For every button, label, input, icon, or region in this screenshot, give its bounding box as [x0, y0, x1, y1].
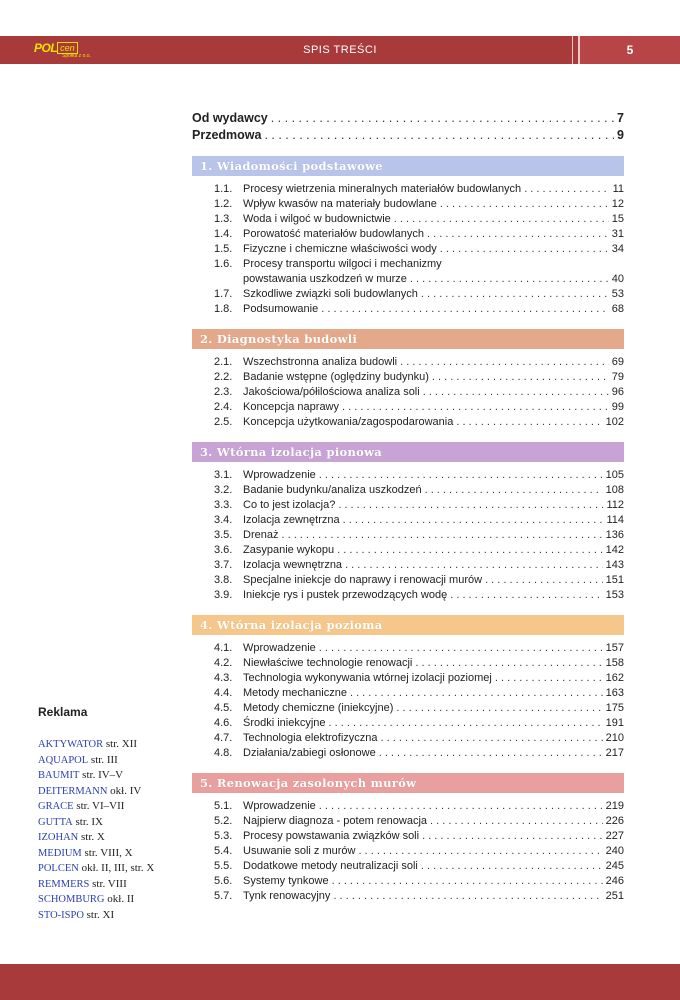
entry-page: 191: [605, 717, 624, 729]
leader-dots: [333, 889, 602, 904]
chapter-heading[interactable]: 4. Wtórna izolacja pozioma: [192, 615, 624, 635]
ad-brand: DEITERMANN: [38, 785, 108, 797]
entry-page: 226: [605, 815, 624, 827]
toc-entry[interactable]: [192, 686, 624, 701]
entry-number: 5.3.: [214, 830, 233, 842]
leader-dots: [338, 498, 603, 513]
entry-title: Badanie budynku/analiza uszkodzeń: [243, 484, 422, 496]
entry-number: 2.4.: [214, 401, 233, 413]
toc-entry[interactable]: [192, 799, 624, 814]
ad-entry[interactable]: [38, 737, 178, 753]
entry-title: Szkodliwe związki soli budowlanych: [243, 288, 418, 300]
entry-page: 11: [612, 183, 624, 195]
leader-dots: [432, 370, 609, 385]
entry-title: Wszechstronna analiza budowli: [243, 356, 398, 368]
leader-dots: [456, 415, 602, 430]
page-title: SPIS TREŚCI: [303, 44, 377, 56]
leader-dots: [319, 468, 603, 483]
entry-number: 2.1.: [214, 356, 233, 368]
ad-pages: str. VIII, X: [84, 846, 133, 859]
ad-pages: str. IV–V: [82, 769, 124, 781]
chapter-entries: [192, 349, 624, 430]
entry-title: Metody chemiczne (iniekcyjne): [243, 702, 394, 714]
toc-entry[interactable]: [192, 415, 624, 430]
chapter-entries: [192, 793, 624, 904]
entry-title: Usuwanie soli z murów: [243, 845, 356, 857]
entry-number: 5.4.: [214, 845, 233, 857]
entry-page: 102: [605, 416, 624, 428]
leader-dots: [343, 513, 604, 528]
entry-number: 5.6.: [214, 875, 233, 887]
entry-number: 1.5.: [214, 243, 233, 255]
leader-dots: [321, 302, 609, 317]
entry-title: Drenaż: [243, 529, 279, 541]
leader-dots: [337, 543, 603, 558]
entry-page: 251: [605, 890, 624, 902]
toc-lead-entry[interactable]: [192, 127, 624, 144]
toc-entry[interactable]: [192, 874, 624, 889]
entry-number: 1.2.: [214, 198, 233, 210]
header-divider: [572, 36, 573, 64]
toc-lead-title: Od wydawcy: [192, 111, 268, 125]
entry-title: Najpierw diagnoza - potem renowacja: [243, 815, 428, 827]
entry-title: Procesy wietrzenia mineralnych materiałów budowlanych: [243, 183, 522, 195]
entry-page: 68: [611, 303, 624, 315]
toc-lead-title: Przedmowa: [192, 128, 262, 142]
entry-number: 5.1.: [214, 800, 233, 812]
toc-entry[interactable]: [192, 385, 624, 400]
toc-entry[interactable]: [192, 889, 624, 904]
entry-page: 219: [605, 800, 624, 812]
leader-dots: [332, 874, 603, 889]
entry-page: 114: [606, 514, 624, 526]
ad-entry[interactable]: [38, 753, 178, 769]
entry-number: 4.5.: [214, 702, 233, 714]
toc-entry[interactable]: [192, 829, 624, 844]
ad-brand: POLCEN: [38, 863, 79, 874]
toc-entry[interactable]: [192, 528, 624, 543]
entry-title: Badanie wstępne (oględziny budynku): [243, 371, 429, 383]
leader-dots: [524, 182, 609, 197]
table-of-contents: [192, 110, 624, 904]
entry-page: 143: [605, 559, 624, 571]
ad-entry[interactable]: [38, 768, 178, 784]
entry-number: 1.4.: [214, 228, 233, 240]
leader-dots: [271, 110, 614, 127]
leader-dots: [319, 641, 603, 656]
toc-entry[interactable]: [192, 558, 624, 573]
entry-title: Procesy powstawania związków soli: [243, 830, 420, 842]
ad-entry[interactable]: [38, 908, 178, 924]
ad-pages: str. VIII: [92, 877, 127, 890]
entry-page: 136: [605, 529, 624, 541]
entry-number: 2.5.: [214, 416, 233, 428]
entry-number: 1.3.: [214, 213, 233, 225]
toc-entry[interactable]: [192, 212, 624, 227]
entry-number: 3.2.: [214, 484, 233, 496]
ad-entry[interactable]: [38, 892, 178, 908]
leader-dots: [350, 686, 603, 701]
ad-brand: AKTYWATOR: [38, 739, 104, 750]
entry-page: 245: [605, 860, 624, 872]
leader-dots: [423, 385, 609, 400]
entry-title: Niewłaściwe technologie renowacji: [243, 657, 413, 669]
entry-page: 15: [611, 213, 624, 225]
ad-pages: str. VI–VII: [76, 800, 125, 812]
chapter-entries: [192, 462, 624, 603]
entry-page: 12: [611, 198, 624, 210]
leader-dots: [342, 400, 609, 415]
ad-brand: MEDIUM: [38, 847, 82, 859]
entry-page: 175: [605, 702, 624, 714]
entry-number: 3.8.: [214, 574, 233, 586]
entry-page: 240: [605, 845, 624, 857]
leader-dots: [394, 212, 609, 227]
toc-entry[interactable]: [192, 197, 624, 212]
leader-dots: [440, 242, 609, 257]
toc-entry[interactable]: [192, 701, 624, 716]
leader-dots: [495, 671, 603, 686]
leader-dots: [450, 588, 602, 603]
entry-number: 1.6.: [214, 258, 233, 270]
entry-page: 31: [611, 228, 624, 240]
entry-number: 4.8.: [214, 747, 233, 759]
footer-bar: [0, 964, 680, 1000]
entry-title: Działania/zabiegi osłonowe: [243, 747, 376, 759]
entry-number: 4.1.: [214, 642, 233, 654]
leader-dots: [400, 355, 609, 370]
entry-number: 4.2.: [214, 657, 233, 669]
advertising-index: [38, 705, 178, 923]
entry-number: 3.3.: [214, 499, 233, 511]
entry-number: 4.4.: [214, 687, 233, 699]
entry-page: 153: [605, 589, 624, 601]
header-bar: [0, 36, 680, 64]
entry-page: 227: [605, 830, 624, 842]
chapter-heading[interactable]: 5. Renowacja zasolonych murów: [192, 773, 624, 793]
toc-entry[interactable]: [192, 671, 624, 686]
entry-title: Tynk renowacyjny: [243, 890, 331, 902]
entry-page: 105: [605, 469, 624, 481]
toc-entry[interactable]: [192, 859, 624, 874]
entry-title: Wpływ kwasów na materiały budowlane: [243, 198, 437, 210]
ad-brand: REMMERS: [38, 878, 90, 890]
ad-entry[interactable]: [38, 861, 178, 877]
leader-dots: [421, 859, 603, 874]
leader-dots: [415, 656, 602, 671]
leader-dots: [422, 829, 603, 844]
entry-number: 5.5.: [214, 860, 233, 872]
entry-number: 2.2.: [214, 371, 233, 383]
leader-dots: [410, 272, 609, 287]
leader-dots: [329, 716, 603, 731]
entry-page: 210: [605, 732, 624, 744]
toc-entry[interactable]: [192, 716, 624, 731]
entry-title: Koncepcja użytkowania/zagospodarowania: [243, 416, 454, 428]
logo-subtitle: Spółka z o.o.: [62, 53, 91, 59]
entry-page: 69: [611, 356, 624, 368]
leader-dots: [264, 127, 614, 144]
ads-heading: Reklama: [38, 705, 88, 719]
toc-entry[interactable]: [192, 498, 624, 513]
leader-dots: [358, 844, 602, 859]
toc-lead-page: 7: [617, 111, 624, 125]
ad-entry[interactable]: [38, 846, 178, 862]
entry-page: 34: [611, 243, 624, 255]
entry-title: Systemy tynkowe: [243, 875, 329, 887]
entry-number: 3.5.: [214, 529, 233, 541]
entry-number: 4.3.: [214, 672, 233, 684]
leader-dots: [379, 746, 603, 761]
chapter-list: [192, 156, 624, 904]
toc-entry[interactable]: [192, 355, 624, 370]
entry-page: 246: [605, 875, 624, 887]
toc-entry[interactable]: [192, 182, 624, 197]
entry-page: 162: [605, 672, 624, 684]
entry-page: 163: [605, 687, 624, 699]
leader-dots: [345, 558, 603, 573]
chapter-heading[interactable]: 1. Wiadomości podstawowe: [192, 156, 624, 176]
toc-entry[interactable]: [192, 731, 624, 746]
ad-brand: STO-ISPO: [38, 909, 84, 921]
entry-title: Wprowadzenie: [243, 469, 316, 481]
toc-entry[interactable]: [192, 513, 624, 528]
ad-pages: okł. IV: [110, 784, 142, 797]
toc-entry[interactable]: [192, 746, 624, 761]
ad-entry[interactable]: [38, 815, 178, 831]
entry-title: Fizyczne i chemiczne właściwości wody: [243, 243, 437, 255]
ad-brand: GUTTA: [38, 816, 73, 828]
ad-brand: AQUAPOL: [38, 754, 89, 766]
entry-number: 4.6.: [214, 717, 233, 729]
toc-entry[interactable]: [192, 468, 624, 483]
toc-entry[interactable]: [192, 573, 624, 588]
entry-title: Woda i wilgoć w budownictwie: [243, 213, 391, 225]
entry-number: 3.1.: [214, 469, 233, 481]
chapter-entries: [192, 635, 624, 761]
ad-brand: SCHOMBURG: [38, 894, 105, 905]
entry-title: Metody mechaniczne: [243, 687, 347, 699]
entry-page: 158: [605, 657, 624, 669]
toc-entry[interactable]: [192, 656, 624, 671]
leader-dots: [425, 483, 603, 498]
leader-dots: [440, 197, 609, 212]
leader-dots: [430, 814, 603, 829]
ad-brand: IZOHAN: [38, 832, 79, 843]
entry-title: Zasypanie wykopu: [243, 544, 335, 556]
ad-pages: okł. II, III, str. X: [81, 862, 155, 874]
ad-entry[interactable]: [38, 799, 178, 815]
entry-number: 3.4.: [214, 514, 233, 526]
logo-box-text: cen: [57, 42, 78, 54]
entry-page: 217: [605, 747, 624, 759]
chapter-entries: [192, 176, 624, 317]
entry-page: 157: [605, 642, 624, 654]
ad-pages: str. III: [90, 753, 118, 766]
entry-title: Środki iniekcyjne: [243, 717, 326, 729]
chapter-heading[interactable]: 3. Wtórna izolacja pionowa: [192, 442, 624, 462]
ad-pages: str. XII: [105, 738, 138, 750]
leader-dots: [421, 287, 609, 302]
logo-text: POL: [34, 41, 58, 55]
entry-number: 4.7.: [214, 732, 233, 744]
toc-entry[interactable]: [192, 242, 624, 257]
entry-number: 1.8.: [214, 303, 233, 315]
toc-entry[interactable]: [192, 844, 624, 859]
entry-page: 99: [611, 401, 624, 413]
toc-entry[interactable]: [192, 302, 624, 317]
leader-dots: [485, 573, 603, 588]
ads-list: [38, 737, 178, 923]
entry-number: 3.9.: [214, 589, 233, 601]
entry-title: Wprowadzenie: [243, 642, 316, 654]
entry-page: 112: [606, 499, 624, 511]
entry-page: 53: [611, 288, 624, 300]
entry-number: 1.1.: [214, 183, 233, 195]
leader-dots: [381, 731, 603, 746]
entry-title: Izolacja zewnętrzna: [243, 514, 340, 526]
entry-page: 79: [611, 371, 624, 383]
entry-title: Koncepcja naprawy: [243, 401, 340, 413]
ad-pages: str. X: [81, 831, 105, 843]
ad-brand: GRACE: [38, 801, 74, 812]
leader-dots: [319, 799, 603, 814]
page-number-box: [578, 36, 680, 64]
entry-number: 5.7.: [214, 890, 233, 902]
leader-dots: [281, 528, 602, 543]
entry-number: 2.3.: [214, 386, 233, 398]
entry-page: 96: [611, 386, 624, 398]
entry-title: Procesy transportu wilgoci i mechanizmy: [243, 258, 442, 270]
ad-entry[interactable]: [38, 877, 178, 893]
leader-dots: [427, 227, 609, 242]
leader-dots: [396, 701, 602, 716]
entry-title-continued: powstawania uszkodzeń w murze: [243, 273, 407, 285]
toc-entry[interactable]: [192, 287, 624, 302]
entry-page: 142: [605, 544, 624, 556]
toc-entry[interactable]: [192, 257, 624, 287]
entry-title: Iniekcje rys i pustek przewodzących wodę: [243, 589, 448, 601]
ad-entry[interactable]: [38, 830, 178, 846]
toc-lead-entry[interactable]: [192, 110, 624, 127]
toc-entry[interactable]: [192, 227, 624, 242]
entry-page: 151: [605, 574, 624, 586]
ad-pages: str. XI: [86, 908, 115, 921]
page-number: 5: [626, 43, 634, 57]
entry-title: Specjalne iniekcje do naprawy i renowacji murów: [243, 574, 483, 586]
toc-entry[interactable]: [192, 483, 624, 498]
chapter-heading[interactable]: 2. Diagnostyka budowli: [192, 329, 624, 349]
publisher-logo: [34, 39, 91, 61]
ad-pages: okł. II: [107, 893, 135, 905]
toc-entry[interactable]: [192, 641, 624, 656]
entry-title: Podsumowanie: [243, 303, 319, 315]
toc-entry[interactable]: [192, 543, 624, 558]
toc-entry[interactable]: [192, 400, 624, 415]
ad-entry[interactable]: [38, 784, 178, 800]
entry-title: Wprowadzenie: [243, 800, 316, 812]
entry-title: Porowatość materiałów budowlanych: [243, 228, 424, 240]
entry-number: 3.6.: [214, 544, 233, 556]
entry-number: 5.2.: [214, 815, 233, 827]
entry-title: Technologia elektrofizyczna: [243, 732, 378, 744]
entry-page: 108: [605, 484, 624, 496]
entry-number: 3.7.: [214, 559, 233, 571]
ad-pages: str. IX: [75, 815, 103, 828]
toc-entry[interactable]: [192, 588, 624, 603]
entry-number: 1.7.: [214, 288, 233, 300]
entry-title: Izolacja wewnętrzna: [243, 559, 343, 571]
toc-entry[interactable]: [192, 814, 624, 829]
entry-title: Co to jest izolacja?: [243, 499, 336, 511]
entry-title: Jakościowa/półilościowa analiza soli: [243, 386, 420, 398]
entry-title: Technologia wykonywania wtórnej izolacji poziomej: [243, 672, 492, 684]
entry-page: 40: [611, 273, 624, 285]
toc-entry[interactable]: [192, 370, 624, 385]
toc-lead-page: 9: [617, 128, 624, 142]
entry-title: Dodatkowe metody neutralizacji soli: [243, 860, 418, 872]
ad-brand: BAUMIT: [38, 770, 80, 781]
